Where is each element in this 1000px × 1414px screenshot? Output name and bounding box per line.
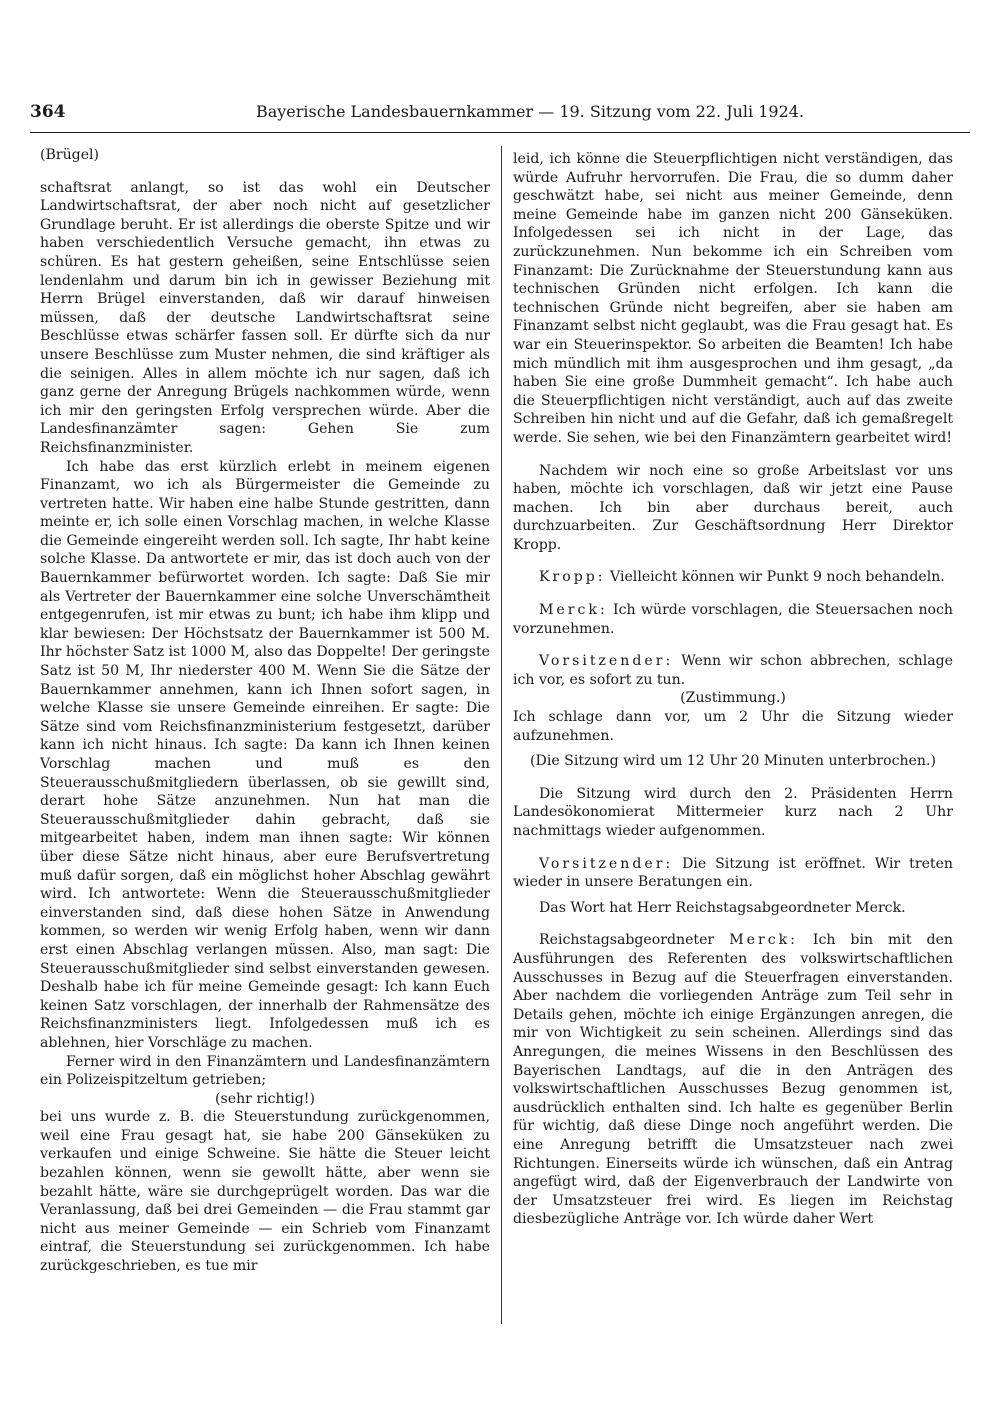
paragraph: bei uns wurde z. B. die Steuerstundung zurückgenommen, weil eine Frau gesagt hat, sie habe 200 Gänseküken zu verkaufen und einige Schweine. Sie hätte die Steuer leicht bezahlen können, wenn sie gewollt hätte, aber wenn sie bezahlt hätte, wäre sie durchgeprügelt worden. Das war die Veranlassung, daß bei drei Gemeinden — die Frau stammt gar nicht aus meiner Gemeinde — ein Schrieb vom Finanzamt eintraf, die Steuerstundung sei zurückgenommen. Ich habe zurückgeschrieben, es tue mir [40,1109,490,1275]
paragraph: Ich schlage dann vor, um 2 Uhr die Sitzung wieder aufzunehmen. [513,709,953,744]
paragraph: Ferner wird in den Finanzämtern und Landesfinanzämtern ein Polizeispitzeltum getrieben; [40,1053,490,1089]
paragraph: leid, ich könne die Steuerpflichtigen nicht verständigen, das würde Aufruhr hervorrufen. Die Frau, die so dumm daher geschwätzt habe, sei nicht aus meiner Gemeinde, denn meine Gemeinde habe im ganzen nicht 200 Gänseküken. Infolgedessen sei ich nicht in der Lage, das zurückzunehmen. Nun bekomme ich ein Schreiben vom Finanzamt: Die Zurücknahme der Steuerstundung kann aus technischen Gründen nicht erfolgen. Ich kann die technischen Gründe nicht begreifen, aber sie haben am Finanzamt selbst nicht geglaubt, was die Frau gesagt hat. Es war ein Steuerinspektor. So arbeiten die Beamten! Ich habe mich mündlich mit ihm ausgesprochen und ihm gesagt, „da haben Sie eine große Dummheit gemacht“. Ich habe auch die Steuerpflichtigen nicht verständigt, auch auf das zweite Schreiben hin nicht und auf die Gefahr, daß ich gemaßregelt werde. Sie sehen, wie bei den Finanzämtern gearbeitet wird! [513,151,953,446]
speaker-name: Vorsitzender: [539,653,674,670]
speech [513,568,953,587]
speech [513,855,953,892]
paragraph: schaftsrat anlangt, so ist das wohl ein Deutscher Landwirtschaftsrat, der aber noch nicht auf gesetzlicher Grundlage beruht. Er ist allerdings die oberste Spitze und wir haben verschiedentlich Versuche gemacht, ihn etwas zu schüren. Es hat gestern geheißen, seine Entschlüsse seien lendenlahm und darum bin ich in gewisser Beziehung mit Herrn Brügel einverstanden, daß wir darauf hinweisen müssen, daß der deutsche Landwirtschaftsrat seine Beschlüsse etwas schärfer fassen soll. Er dürfte sich da nur unsere Beschlüsse zum Muster nehmen, die sind kräftiger als die seinigen. Alles in allem möchte ich nur sagen, daß ich ganz gerne der Anregung Brügels nachkommen würde, wenn ich mir den geringsten Erfolg versprechen würde. Aber die Landesfinanzämter sagen: Gehen Sie zum Reichsfinanzminister. [40,179,490,456]
paragraph: Das Wort hat Herr Reichstagsabgeordneter Merck. [539,899,906,916]
right-column [513,150,953,1334]
running-title: Bayerische Landesbauernkammer — 19. Sitzung vom 22. Juli 1924. [255,102,805,121]
page-number: 364 [30,102,66,122]
speech-text: Wenn wir schon abbrechen, schlage ich vor, es sofort zu tun. [513,653,953,688]
session-note: (Die Sitzung wird um 12 Uhr 20 Minuten unterbrochen.) [530,753,936,770]
speech-text: Vielleicht können wir Punkt 9 noch behandeln. [610,569,945,586]
speech [513,931,953,1229]
speaker-title: Reichstagsabgeordneter [539,932,715,949]
paragraph: Ich habe das erst kürzlich erlebt in meinem eigenen Finanzamt, wo ich als Bürgermeister die Gemeinde zu vertreten hatte. Wir haben eine halbe Stunde gestritten, dann meinte er, ich solle einen Vorschlag machen, in welche Klasse die Gemeinde eingereiht werden soll. Ich sagte, Ihr habt keine solche Klasse. Da antwortete er mir, das ist doch auch von der Bauernkammer befürwortet worden. Ich sagte: Daß Sie mir als Vertreter der Bauernkammer eine solche Unverschämtheit entgegenrufen, ist mir etwas zu bunt; ich habe ihm klipp und klar bewiesen: Der Höchstsatz der Bauernkammer ist 500 M. Ihr höchster Satz ist 1000 M, also das Doppelte! Der geringste Satz ist 50 M, Ihr niederster 400 M. Wenn Sie die Sätze der Bauernkammer annehmen, kann ich Ihnen sofort sagen, in welche Klasse sie unsere Gemeinde einreihen. Er sagte: Die Sätze sind vom Reichsfinanzministerium festgesetzt, darüber kann ich nicht hinaus. Ich sagte: Da kann ich Ihnen keinen Vorschlag machen und muß es den Steuerausschußmitgliedern überlassen, ob sie gewillt sind, derart hohe Sätze anzunehmen. Nun hat man die Steuerausschußmitglieder dahin gebracht, daß sie mitgearbeitet haben, indem man ihnen sagte: Wir können über diese Sätze nicht hinaus, aber eure Berufsvertretung muß dafür sorgen, daß ein möglichst hoher Abschlag gewährt wird. Ich antwortete: Wenn die Steuerausschußmitglieder einverstanden sind, daß diese hohen Sätze in Anwendung kommen, so werden wir wenig Erfolg haben, wenn wir dann erst einen Abschlag verlangen müssen. Also, man sagt: Die Steuerausschußmitglieder sind selbst einverstanden gewesen. Deshalb habe ich für meine Gemeinde gesagt: Ich kann Euch keinen Satz vorschlagen, der innerhalb der Rahmensätze des Reichsfinanzministers liegt. Infolgedessen muß ich es ablehnen, hier Vorschläge zu machen. [40,458,490,1051]
column-divider [501,146,502,1324]
speaker-label: (Brügel) [40,147,100,163]
speech-text: Die Sitzung ist eröffnet. Wir treten wieder in unsere Beratungen ein. [513,855,954,891]
speech [513,601,953,638]
page-header [30,100,970,133]
session-note: Die Sitzung wird durch den 2. Präsidenten Herrn Landesökonomierat Mittermeier kurz nach 2 Uhr nachmittags wieder aufgenommen. [513,785,953,839]
paragraph: Nachdem wir noch eine so große Arbeitslast vor uns haben, möchte ich vorschlagen, daß wir jetzt eine Pause machen. Ich bin aber durchaus bereit, auch durchzuarbeiten. Zur Geschäftsordnung Herr Direktor Kropp. [513,462,953,553]
speech-text: Ich würde vorschlagen, die Steuersachen noch vorzunehmen. [513,602,953,637]
left-column [40,146,490,1334]
speaker-name: Kropp: [539,569,606,586]
speaker-name: Vorsitzender: [539,855,674,872]
speech [513,652,953,689]
interjection: (Zustimmung.) [680,690,786,707]
speech-text: Ich bin mit den Ausführungen des Referenten des volkswirtschaftlichen Ausschusses in Bezug auf die Steuerfragen einverstanden. Aber nachdem die vorliegenden Anträge zum Teil sehr in Details gehen, möchte ich einige Ergänzungen anregen, die mir von Wichtigkeit zu sein scheinen. Allerdings sind das Anregungen, die meines Wissens in den Beschlüssen des Bayerischen Landtags, auf die in den Anträgen des volkswirtschaftlichen Ausschusses Bezug genommen ist, ausdrücklich enthalten sind. Ich halte es gegenüber Berlin für wichtig, daß diese Dinge noch angeführt werden. Die eine Anregung betrifft die Umsatzsteuer nach zwei Richtungen. Einerseits würde ich wünschen, daß ein Antrag angefügt wird, daß der Eigenverbrauch der Landwirte von der Umsatzsteuer frei wird. Es liegen im Reichstag diesbezügliche Anträge vor. Ich würde daher Wert [513,932,953,1228]
interjection: (sehr richtig!) [215,1090,315,1107]
speaker-name: Merck: [539,602,608,619]
speaker-name: Merck: [729,932,798,949]
